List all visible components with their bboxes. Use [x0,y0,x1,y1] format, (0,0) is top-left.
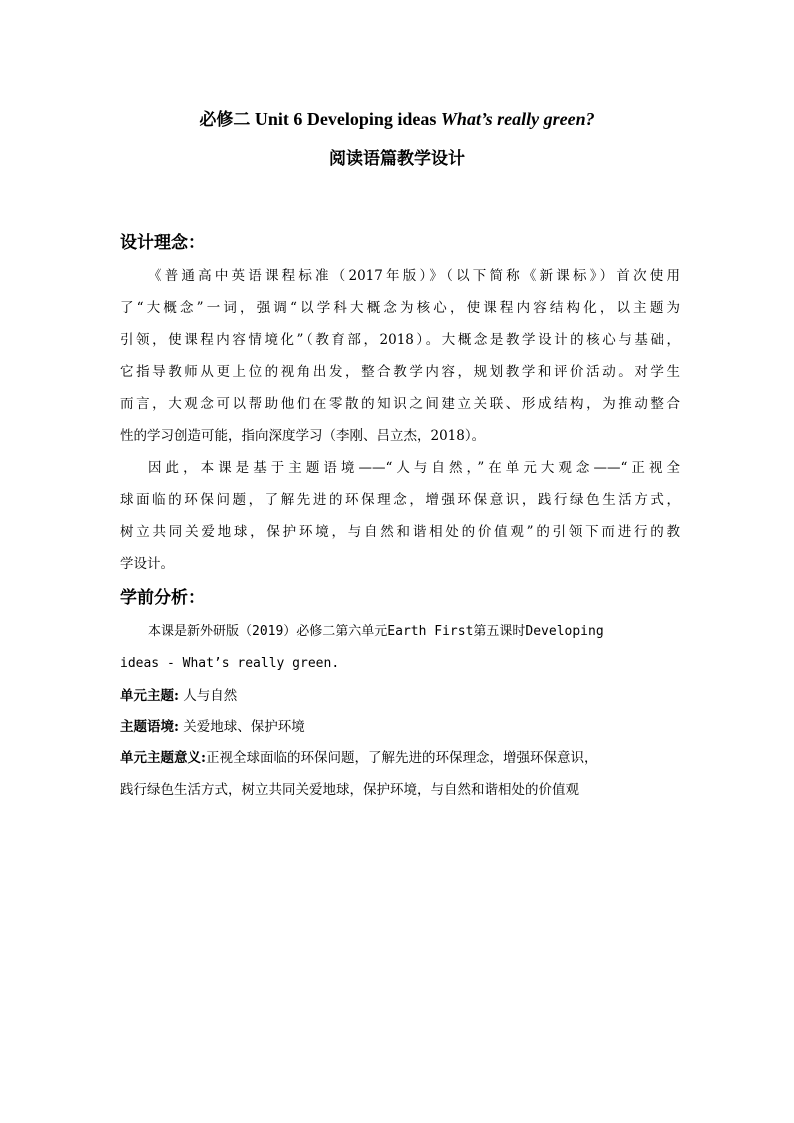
paragraph-line: 了“大概念”一词，强调“以学科大概念为核心，使课程内容结构化，以主题为 [120,300,680,316]
document-subtitle: 阅读语篇教学设计 [329,149,465,169]
intro-line: 本课是新外研版（2019）必修二第六单元Earth First第五课时Developing [148,624,604,639]
document-title [0,106,794,133]
theme-meaning-continued: 践行绿色生活方式，树立共同关爱地球，保护环境，与自然和谐相处的价值观 [120,782,579,798]
paragraph-line: 它指导教师从更上位的视角出发，整合教学内容，规划教学和评价活动。对学生 [120,364,680,380]
section-heading-design-concept: 设计理念： [120,233,205,253]
paragraph-line: 性的学习创造可能，指向深度学习（李刚、吕立杰，2018）。 [120,428,486,444]
intro-line: ideas - What’s really green. [120,656,340,671]
theme-context-value: 关爱地球、保护环境 [178,719,305,735]
paragraph-line: 学设计。 [120,556,174,572]
paragraph-line: 球面临的环保问题，了解先进的环保理念，增强环保意识，践行绿色生活方式， [120,492,680,508]
paragraph-line: 引领，使课程内容情境化”（教育部，2018）。大概念是教学设计的核心与基础， [120,332,680,348]
paragraph-line: 《普通高中英语课程标准（2017年版）》（以下简称《新课标》）首次使用 [148,268,680,284]
theme-context-row [120,717,305,737]
paragraph-line: 因此，本课是基于主题语境——“人与自然，”在单元大观念——“正视全 [148,460,680,476]
theme-meaning-value: 正视全球面临的环保问题，了解先进的环保理念，增强环保意识， [205,750,598,766]
paragraph-line: 树立共同关爱地球，保护环境，与自然和谐相处的价值观”的引领下而进行的教 [120,524,680,540]
unit-theme-value: 人与自然 [178,688,238,704]
theme-context-label: 主题语境: [120,719,179,735]
title-chinese: 必修二 [199,110,251,130]
title-italic: What’s really green? [440,109,595,129]
section-heading-pre-analysis: 学前分析： [120,588,205,608]
unit-theme-row [120,686,237,706]
theme-meaning-row [120,748,680,768]
theme-meaning-label: 单元主题意义: [120,750,206,766]
title-english: Unit 6 Developing ideas [254,109,437,129]
unit-theme-label: 单元主题: [120,688,179,704]
paragraph-line: 而言，大观念可以帮助他们在零散的知识之间建立关联、形成结构，为推动整合 [120,396,680,412]
